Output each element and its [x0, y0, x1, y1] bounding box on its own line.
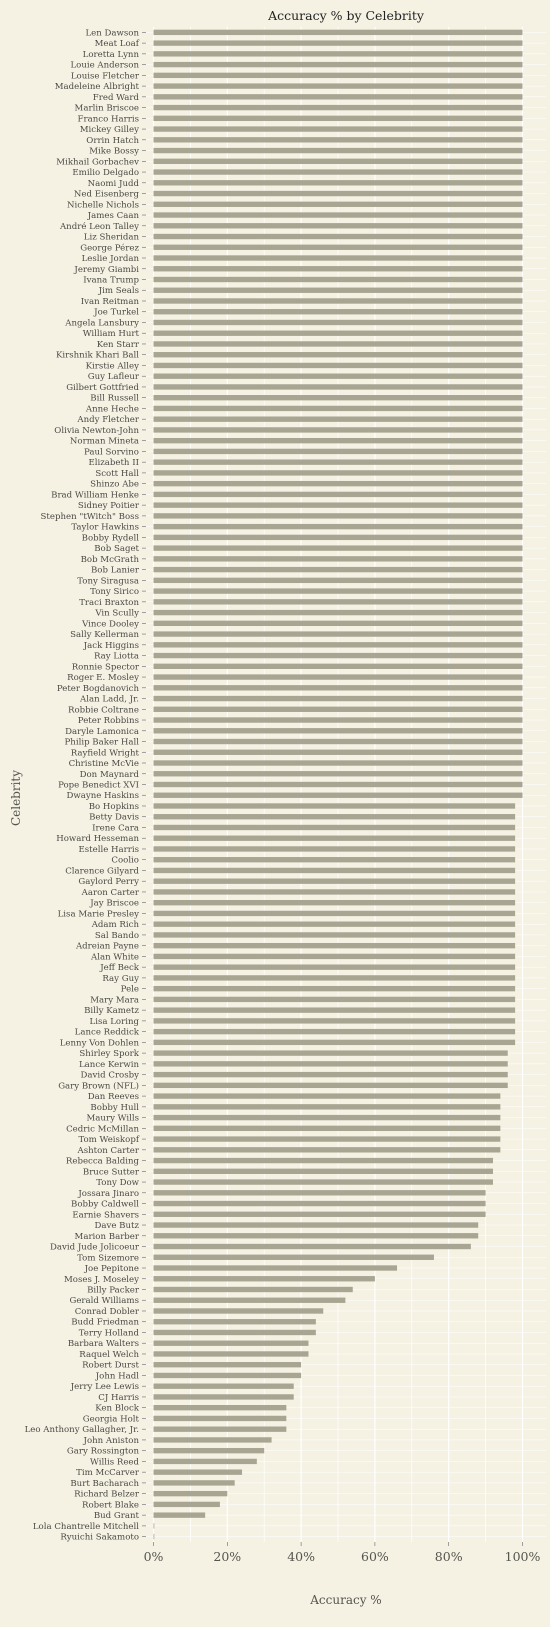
category-label: Rayfield Wright	[70, 748, 139, 759]
bar	[154, 438, 523, 443]
category-label: Madeleine Albright	[54, 82, 139, 93]
category-label: Jeremy Giambi	[74, 264, 139, 275]
category-label: Bud Grant	[93, 1511, 139, 1522]
chart-title: Accuracy % by Celebrity	[268, 8, 424, 23]
category-label: Naomi Judd	[87, 178, 139, 189]
bar	[154, 30, 523, 35]
bar	[154, 707, 523, 712]
bar	[154, 1437, 272, 1442]
category-label: Dwayne Haskins	[66, 791, 139, 802]
bar	[154, 492, 523, 497]
category-label: Adreian Payne	[75, 941, 139, 952]
category-label: Marion Barber	[74, 1231, 139, 1242]
category-label: David Crosby	[80, 1070, 139, 1081]
bar	[154, 1126, 501, 1131]
bar	[154, 1244, 471, 1249]
bar	[154, 1416, 287, 1421]
category-label: Rebecca Balding	[65, 1156, 139, 1167]
bar	[154, 1502, 220, 1507]
bar	[154, 1072, 508, 1077]
bar	[154, 1083, 508, 1088]
bar	[154, 202, 523, 207]
category-label: Conrad Dobler	[74, 1306, 139, 1317]
bar	[154, 1534, 155, 1539]
category-label: Bob Saget	[94, 544, 139, 555]
category-label: Len Dawson	[85, 28, 139, 39]
bar	[154, 728, 523, 733]
category-label: Fred Ward	[92, 92, 139, 103]
bar	[154, 459, 523, 464]
category-label: Pele	[120, 984, 139, 995]
category-label: Ned Eisenberg	[73, 189, 139, 200]
bar	[154, 696, 523, 701]
x-tick-label: 60%	[361, 1549, 389, 1564]
bar	[154, 1158, 493, 1163]
bar	[154, 223, 523, 228]
bar	[154, 1426, 287, 1431]
category-label: Taylor Hawkins	[71, 522, 139, 533]
category-label: Don Maynard	[79, 769, 139, 780]
bar	[154, 245, 523, 250]
bar	[154, 416, 523, 421]
bar	[154, 341, 523, 346]
category-label: Cedric McMillan	[66, 1124, 139, 1135]
category-label: Joe Turkel	[94, 307, 139, 318]
category-label: Pope Benedict XVI	[58, 780, 139, 791]
bar	[154, 255, 523, 260]
bar	[154, 331, 523, 336]
category-label: Louise Fletcher	[70, 71, 139, 82]
category-label: Meat Loaf	[94, 39, 139, 50]
category-label: Dave Butz	[94, 1221, 139, 1232]
bar	[154, 234, 523, 239]
category-label: Bob McGrath	[80, 554, 139, 565]
bar	[154, 1147, 501, 1152]
category-label: Shinzo Abe	[90, 479, 139, 490]
category-label: Paul Sorvino	[83, 447, 139, 458]
bar	[154, 846, 516, 851]
bar	[154, 825, 516, 830]
category-label: Tom Sizemore	[77, 1253, 139, 1264]
bar	[154, 1265, 398, 1270]
bar	[154, 212, 523, 217]
category-label: Earnie Shavers	[72, 1210, 139, 1221]
category-label: Brad William Henke	[51, 490, 139, 501]
bar	[154, 406, 523, 411]
bar	[154, 1190, 486, 1195]
category-label: Roger E. Mosley	[67, 673, 139, 684]
bar	[154, 1298, 346, 1303]
bar	[154, 943, 516, 948]
category-label: Adam Rich	[91, 920, 139, 931]
category-label: Jack Higgins	[83, 640, 139, 651]
category-label: Mickey Gilley	[79, 125, 139, 136]
category-label: Vince Dooley	[82, 619, 139, 630]
bar	[154, 363, 523, 368]
category-label: Gilbert Gottfried	[66, 382, 139, 393]
category-label: Georgia Holt	[82, 1414, 139, 1425]
category-label: Robert Durst	[82, 1360, 139, 1371]
category-label: Scott Hall	[95, 468, 139, 479]
bar	[154, 1233, 479, 1238]
bar	[154, 1287, 353, 1292]
bar	[154, 889, 516, 894]
bar	[154, 169, 523, 174]
category-label: Shirley Spork	[79, 1049, 139, 1060]
bar	[154, 1050, 508, 1055]
bar	[154, 567, 523, 572]
bar	[154, 1007, 516, 1012]
category-label: Traci Braxton	[79, 597, 139, 608]
bar	[154, 1276, 375, 1281]
plot-area	[25, 27, 546, 1564]
category-label: Lisa Loring	[89, 1016, 139, 1027]
bar	[154, 900, 516, 905]
bar	[154, 320, 523, 325]
category-label: CJ Harris	[98, 1392, 139, 1403]
bar	[154, 116, 523, 121]
bar	[154, 771, 523, 776]
category-label: Bobby Hull	[90, 1102, 139, 1113]
bar	[154, 750, 523, 755]
category-label: Ken Block	[95, 1403, 139, 1414]
bar	[154, 1040, 516, 1045]
category-label: David Jude Jolicoeur	[50, 1242, 139, 1253]
bar	[154, 911, 516, 916]
category-label: Orrin Hatch	[86, 135, 139, 146]
category-label: Coolio	[111, 855, 139, 866]
bar	[154, 1480, 235, 1485]
category-label: Franco Harris	[77, 114, 139, 125]
category-label: Clarence Gilyard	[65, 866, 139, 877]
category-label: Jim Seals	[98, 286, 139, 297]
category-label: Gaylord Perry	[78, 877, 139, 888]
category-label: Bobby Caldwell	[71, 1199, 139, 1210]
bar	[154, 997, 516, 1002]
bar	[154, 148, 523, 153]
bar	[154, 62, 523, 67]
category-label: Terry Holland	[78, 1328, 139, 1339]
category-label: Peter Robbins	[77, 716, 139, 727]
category-label: Betty Davis	[89, 812, 139, 823]
category-label: Lola Chantrelle Mitchell	[32, 1521, 139, 1532]
x-tick-label: 40%	[287, 1549, 315, 1564]
bar	[154, 126, 523, 131]
category-label: Peter Bogdanovich	[56, 683, 139, 694]
category-label: Raquel Welch	[79, 1349, 139, 1360]
category-label: Ray Liotta	[93, 651, 139, 662]
bar	[154, 857, 516, 862]
bar	[154, 374, 523, 379]
bar	[154, 1512, 206, 1517]
bar	[154, 137, 523, 142]
category-label: Anne Heche	[85, 404, 139, 415]
bar	[154, 1394, 294, 1399]
category-label: Mary Mara	[90, 995, 139, 1006]
y-axis-label: Celebrity	[9, 769, 23, 827]
category-label: Gerald Williams	[69, 1296, 139, 1307]
bar	[154, 556, 523, 561]
category-label: Lance Reddick	[74, 1027, 139, 1038]
category-label: Gary Rossington	[66, 1446, 139, 1457]
category-label: Kirstie Alley	[85, 361, 139, 372]
bar	[154, 621, 523, 626]
bar	[154, 1330, 316, 1335]
x-tick-label: 100%	[504, 1549, 541, 1564]
bar	[154, 545, 523, 550]
bar	[154, 1491, 228, 1496]
category-label: Sally Kellerman	[70, 630, 139, 641]
category-label: Elizabeth II	[88, 458, 139, 469]
bar	[154, 191, 523, 196]
category-label: John Hadl	[95, 1371, 139, 1382]
category-label: Olivia Newton-John	[54, 425, 139, 436]
bar	[154, 1255, 434, 1260]
category-label: Jeff Beck	[100, 963, 139, 974]
bar	[154, 814, 516, 819]
category-label: André Leon Talley	[59, 221, 139, 232]
category-label: Andy Fletcher	[77, 415, 139, 426]
bar	[154, 879, 516, 884]
bar	[154, 868, 516, 873]
bar	[154, 610, 523, 615]
bar	[154, 631, 523, 636]
bar	[154, 782, 523, 787]
bar	[154, 40, 523, 45]
bar	[154, 266, 523, 271]
category-label: Ray Guy	[102, 973, 139, 984]
category-label: Liz Sheridan	[83, 232, 139, 243]
category-label: Budd Friedman	[71, 1317, 139, 1328]
category-label: Leslie Jordan	[81, 254, 139, 265]
category-label: Lisa Marie Presley	[57, 909, 139, 920]
bar	[154, 578, 523, 583]
bar	[154, 717, 523, 722]
category-label: Alan Ladd, Jr.	[80, 694, 139, 705]
category-label: Bobby Rydell	[81, 533, 139, 544]
category-label: Jay Briscoe	[90, 898, 139, 909]
category-label: John Aniston	[83, 1435, 139, 1446]
bar	[154, 470, 523, 475]
bar	[154, 1469, 243, 1474]
bar	[154, 481, 523, 486]
category-label: Dan Reeves	[87, 1092, 139, 1103]
bar	[154, 932, 516, 937]
bar	[154, 1136, 501, 1141]
x-axis-label: Accuracy %	[310, 1593, 382, 1607]
x-tick-label: 0%	[143, 1549, 164, 1564]
bar	[154, 298, 523, 303]
bar	[154, 1061, 508, 1066]
bar	[154, 599, 523, 604]
category-label: Leo Anthony Gallagher, Jr.	[24, 1425, 139, 1436]
category-label: Howard Hesseman	[56, 834, 139, 845]
category-label: Billy Kametz	[84, 1006, 139, 1017]
category-label: Marlin Briscoe	[74, 103, 139, 114]
category-label: Guy Lafleur	[87, 372, 139, 383]
bar	[154, 1212, 486, 1217]
x-tick-label: 80%	[434, 1549, 463, 1564]
category-label: Robbie Coltrane	[67, 705, 139, 716]
category-label: Jossara Jinaro	[78, 1188, 139, 1199]
category-label: Tim McCarver	[76, 1468, 139, 1479]
bar	[154, 964, 516, 969]
category-label: Tony Siragusa	[77, 576, 139, 587]
category-label: Philip Baker Hall	[64, 737, 139, 748]
category-label: Ronnie Spector	[71, 662, 139, 673]
category-label: Lance Kerwin	[78, 1059, 139, 1070]
bar	[154, 1362, 302, 1367]
bar	[154, 94, 523, 99]
bar	[154, 1104, 501, 1109]
bar	[154, 1319, 316, 1324]
bar	[154, 1448, 265, 1453]
category-label: Tom Weiskopf	[78, 1135, 139, 1146]
category-label: Mikhail Gorbachev	[56, 157, 139, 168]
bar	[154, 739, 523, 744]
bar	[154, 535, 523, 540]
bar	[154, 836, 516, 841]
bar	[154, 502, 523, 507]
category-label: Moses J. Moseley	[63, 1274, 139, 1285]
x-tick-label: 20%	[213, 1549, 242, 1564]
category-label: Stephen "tWitch" Boss	[40, 511, 139, 522]
bar	[154, 1373, 302, 1378]
category-label: Richard Belzer	[74, 1489, 139, 1500]
bar	[154, 674, 523, 679]
category-label: Ryuichi Sakamoto	[60, 1532, 139, 1543]
bar	[154, 1201, 486, 1206]
category-label: Bruce Sutter	[82, 1167, 139, 1178]
category-label: Lenny Von Dohlen	[59, 1038, 139, 1049]
bar	[154, 1351, 309, 1356]
bar	[154, 384, 523, 389]
bar	[154, 1523, 155, 1528]
bar	[154, 309, 523, 314]
category-label: Nichelle Nichols	[67, 200, 139, 211]
category-label: Irene Cara	[92, 823, 139, 834]
category-label: Willis Reed	[90, 1457, 139, 1468]
category-label: Robert Blake	[81, 1500, 139, 1511]
bar	[154, 653, 523, 658]
category-label: Tony Sirico	[90, 587, 139, 598]
category-label: William Hurt	[82, 329, 139, 340]
bar	[154, 685, 523, 690]
bar	[154, 288, 523, 293]
bar	[154, 180, 523, 185]
category-label: Bob Lanier	[90, 565, 139, 576]
bar	[154, 277, 523, 282]
category-label: Loretta Lynn	[82, 49, 139, 60]
category-label: Joe Pepitone	[84, 1264, 139, 1275]
bar	[154, 427, 523, 432]
bar	[154, 83, 523, 88]
category-label: Norman Mineta	[69, 436, 139, 447]
bar	[154, 395, 523, 400]
category-label: Emilio Delgado	[72, 168, 139, 179]
bar	[154, 954, 516, 959]
category-label: Louie Anderson	[70, 60, 139, 71]
category-label: Sal Bando	[94, 930, 139, 941]
bar	[154, 1169, 493, 1174]
bar	[154, 449, 523, 454]
bar	[154, 986, 516, 991]
category-label: Sidney Poitier	[77, 501, 139, 512]
bar	[154, 1459, 257, 1464]
category-label: Ivan Reitman	[80, 296, 139, 307]
bar	[154, 1029, 516, 1034]
category-label: Burt Bacharach	[70, 1478, 139, 1489]
bar	[154, 1308, 324, 1313]
category-label: Ivana Trump	[83, 275, 139, 286]
category-label: Bill Russell	[90, 393, 139, 404]
category-label: Aaron Carter	[81, 887, 139, 898]
category-label: Ashton Carter	[77, 1145, 139, 1156]
category-label: Bo Hopkins	[88, 801, 139, 812]
category-label: Kirshnik Khari Ball	[55, 350, 139, 361]
bar	[154, 1222, 479, 1227]
bar	[154, 352, 523, 357]
category-label: Christine McVie	[68, 759, 139, 770]
bar	[154, 642, 523, 647]
bar	[154, 1179, 493, 1184]
category-label: Maury Wills	[86, 1113, 139, 1124]
bar	[154, 588, 523, 593]
bar	[154, 1384, 294, 1389]
bar	[154, 1115, 501, 1120]
category-label: Gary Brown (NFL)	[58, 1081, 139, 1092]
bar	[154, 513, 523, 518]
category-label: Alan White	[91, 952, 139, 963]
bar	[154, 1093, 501, 1098]
bar	[154, 105, 523, 110]
category-label: Billy Packer	[87, 1285, 139, 1296]
category-label: Tony Dow	[96, 1178, 139, 1189]
bar	[154, 524, 523, 529]
bar	[154, 975, 516, 980]
bar	[154, 664, 523, 669]
category-label: Angela Lansbury	[65, 318, 139, 329]
bar	[154, 1341, 309, 1346]
bar	[154, 1405, 287, 1410]
bar	[154, 921, 516, 926]
category-label: James Caan	[87, 211, 139, 222]
bar	[154, 760, 523, 765]
bar	[154, 803, 516, 808]
bar	[154, 73, 523, 78]
category-label: Ken Starr	[96, 339, 139, 350]
bar	[154, 51, 523, 56]
category-label: Barbara Walters	[67, 1339, 139, 1350]
category-label: Daryle Lamonica	[65, 726, 139, 737]
category-label: Vin Scully	[95, 608, 139, 619]
bar	[154, 793, 523, 798]
bar	[154, 159, 523, 164]
category-label: Mike Bossy	[89, 146, 139, 157]
category-label: George Pérez	[80, 243, 139, 254]
category-label: Jerry Lee Lewis	[70, 1382, 139, 1393]
bar	[154, 1018, 516, 1023]
category-label: Estelle Harris	[78, 844, 139, 855]
